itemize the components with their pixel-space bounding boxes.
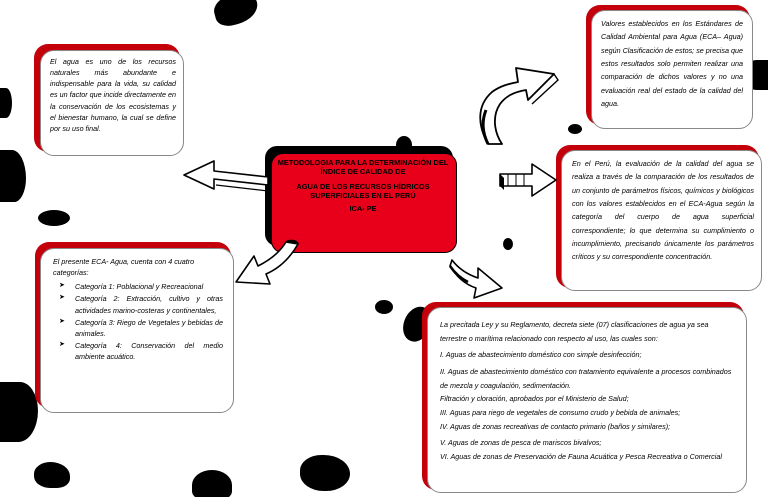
central-title-line-3: ICA- PE [349, 203, 377, 213]
arrow-to-left-bottom-icon [230, 238, 306, 302]
card-agua-recurso [34, 44, 184, 156]
list-item: ➤ Categoría 2: Extracción, cultivo y otras actividades marino-costeras y continentales, [59, 294, 223, 315]
decorative-blob [375, 300, 393, 314]
arrow-to-right-top-icon [458, 40, 578, 150]
list-item: ➤ Categoría 3: Riego de Vegetales y bebidas de animales. [59, 317, 223, 338]
card-clasificaciones-agua [422, 302, 748, 494]
list-item: ➤ Categoría 1: Poblacional y Recreacional [59, 282, 204, 292]
arrow-to-right-middle-icon [498, 160, 558, 200]
list-item: ➤ Categoría 4: Conservación del medio ambiente acuático. [59, 341, 223, 362]
list-item: VI. Aguas de zonas de Preservación de Fauna Acuática y Pesca Recreativa o Comercial [440, 452, 722, 462]
card-valores-eca-text: Valores establecidos en los Estándares de Calidad Ambiental para Agua (ECA– Agua) según Clasificación de estos; se precisa que estos resultados solo permiten realizar una comparación de dichos valores y no una evaluación real del estado de la calidad del agua. [601, 19, 743, 108]
decorative-blob [34, 462, 70, 488]
decorative-blob [211, 0, 261, 29]
card-eca-intro: El presente ECA- Agua, cuenta con 4 cuatro categorías: [53, 257, 195, 278]
decorative-blob [503, 238, 513, 250]
central-title-line-2: AGUA DE LOS RECURSOS HÍDRICOS SUPERFICIALES EN EL PERÚ [296, 181, 430, 200]
list-item: II. Aguas de abastecimiento doméstico con tratamiento equivalente a procesos combinados de mezcla y coagulación, sedimentación. [440, 367, 732, 390]
decorative-blob [192, 470, 232, 497]
category-list [53, 281, 223, 362]
arrow-bullet-icon: ➤ [59, 294, 65, 302]
decorative-blob [38, 210, 70, 226]
decorative-blob [300, 455, 350, 491]
arrow-bullet-icon: ➤ [59, 317, 65, 325]
decorative-blob [0, 382, 38, 442]
card-valores-eca [586, 5, 754, 129]
central-title-line-1: METODOLOGIA PARA LA DETERMINACIÓN DEL ÍNDICE DE CALIDAD DE [277, 158, 449, 176]
arrow-to-left-top-icon [174, 155, 270, 199]
arrow-to-bottom-right-icon [448, 256, 512, 302]
list-item: III. Aguas para riego de vegetales de consumo crudo y bebida de animales; [440, 408, 681, 418]
card-eca-categorias [35, 242, 235, 413]
card-evaluacion-peru-text: En el Perú, la evaluación de la calidad del agua se realiza a través de la comparación de los resultados de un conjunto de parámetros físicos, químicos y biológicos con los valores establecidos en el ECA-Agua según la categoría del cuerpo de agua superficial correspondiente; lo que determina su cumplimiento o incumplimiento, precisando únicamente los parámetros críticos y su correspondiente concentración. [572, 159, 754, 262]
arrow-bullet-icon: ➤ [59, 341, 65, 349]
arrow-bullet-icon: ➤ [59, 282, 65, 290]
list-item: IV. Aguas de zonas recreativas de contacto primario (baños y similares); [440, 421, 671, 431]
list-item: Filtración y cloración, aprobados por el Ministerio de Salud; [440, 394, 629, 404]
card-evaluacion-peru [556, 145, 763, 292]
decorative-blob [0, 150, 26, 202]
list-item: V. Aguas de zonas de pesca de mariscos bivalvos; [440, 438, 602, 448]
card-clasificaciones-intro: La precitada Ley y su Reglamento, decreta siete (07) clasificaciones de agua ya sea terrestre o marítima relacionado con respecto al uso, las cuales son: [440, 320, 709, 343]
list-item: I. Aguas de abastecimiento doméstico con simple desinfección; [440, 350, 642, 360]
decorative-blob [0, 88, 12, 118]
card-agua-recurso-text: El agua es uno de los recursos naturales más abundante e indispensable para la vida, su calidad es un factor que incide directamente en la conservación de los ecosistemas y el bienestar humano, la cual se define por su uso final. [50, 57, 176, 133]
